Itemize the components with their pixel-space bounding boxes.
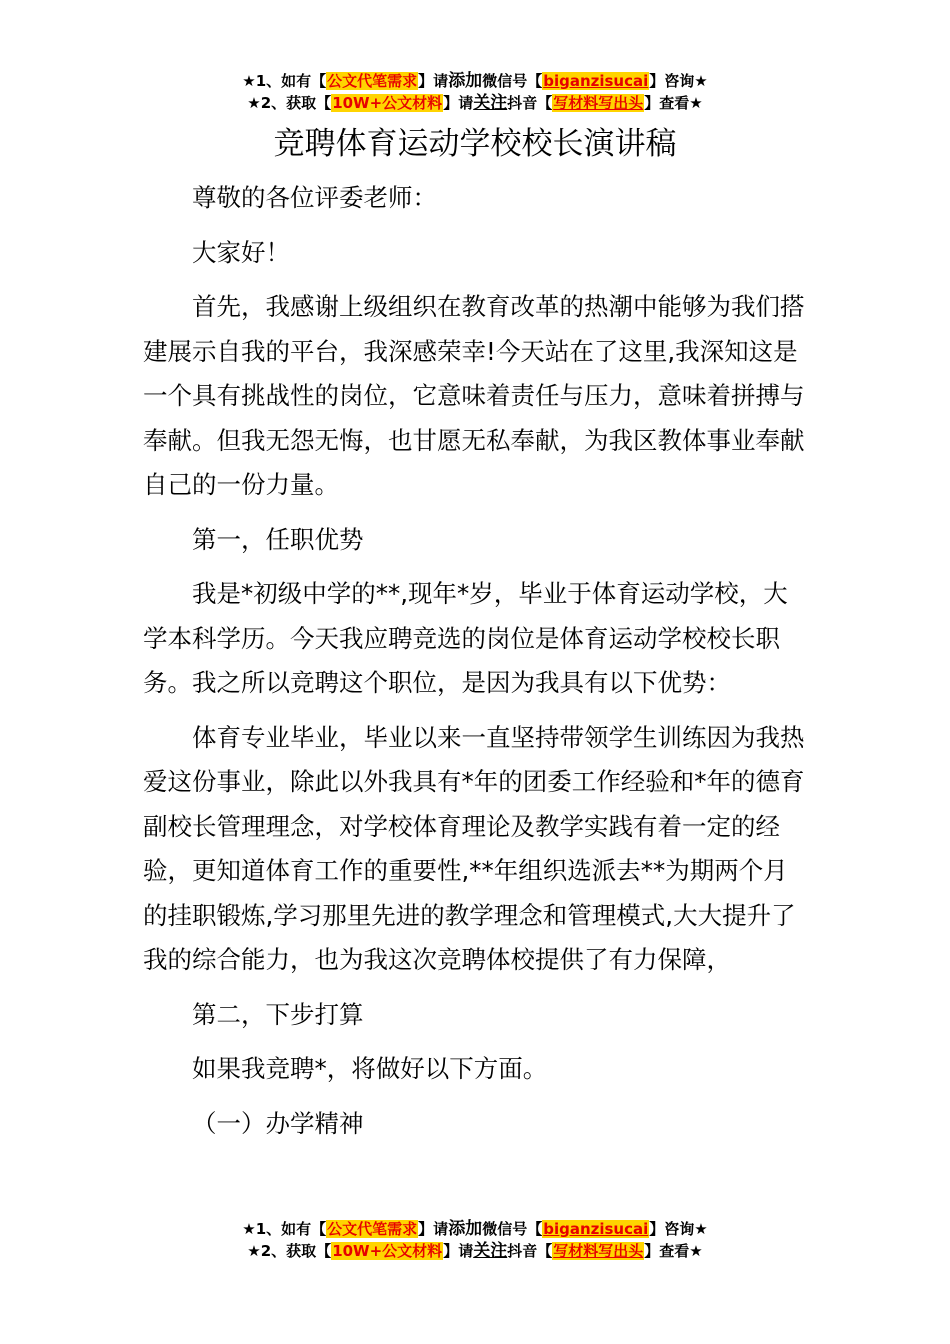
banner-highlight-douyin: 写材料写出头	[553, 1242, 644, 1260]
paragraph-salutation: 尊敬的各位评委老师：	[192, 183, 437, 212]
banner-highlight-douyin: 写材料写出头	[553, 94, 644, 112]
banner-text: 】请	[418, 1220, 449, 1238]
banner-text: 】查看★	[644, 1242, 703, 1260]
banner-text: 微信号【	[482, 72, 543, 90]
banner-text: 抖音【	[507, 94, 553, 112]
banner-text: 】咨询★	[649, 1220, 708, 1238]
banner-text: 】查看★	[644, 94, 703, 112]
header-banner	[0, 70, 950, 114]
banner-emphasis: 关注	[473, 1241, 508, 1261]
banner-highlight-materials: 10W+公文材料	[332, 94, 443, 112]
banner-highlight-wechat: biganzisucai	[543, 1220, 649, 1238]
banner-emphasis: 添加	[448, 1219, 483, 1239]
banner-highlight-materials: 10W+公文材料	[332, 1242, 443, 1260]
paragraph-advantages: 体育专业毕业，毕业以来一直坚持带领学生训练因为我热爱这份事业，除此以外我具有*年的团委工作经验和*年的德育副校长管理理念，对学校体育理论及教学实践有着一定的经验，更知道体育工作的重要性,**年组织选派去**为期两个月的挂职锻炼,学习那里先进的教学理念和管理模式,大大提升了我的综合能力，也为我这次竞聘体校提供了有力保障，	[143, 722, 805, 974]
banner-text: 微信号【	[482, 1220, 543, 1238]
paragraph-greeting: 大家好！	[192, 237, 290, 267]
header-banner-line-1	[0, 70, 950, 92]
banner-highlight-wechat: biganzisucai	[543, 72, 649, 90]
document-title: 竞聘体育运动学校校长演讲稿	[273, 126, 677, 162]
footer-banner-line-2	[0, 1240, 950, 1262]
section-heading-2: 第二，下步打算	[192, 999, 364, 1029]
footer-banner-line-1	[0, 1218, 950, 1240]
paragraph-intro: 首先，我感谢上级组织在教育改革的热潮中能够为我们搭建展示自我的平台，我深感荣幸!今天站在了这里,我深知这是一个具有挑战性的岗位，它意味着责任与压力，意味着拼搏与奉献。但我无怨无悔，也甘愿无私奉献，为我区教体事业奉献自己的一份力量。	[143, 292, 805, 499]
banner-highlight-service: 公文代笔需求	[327, 1220, 418, 1238]
banner-text: ★1、如有【	[242, 1220, 327, 1238]
banner-text: 】咨询★	[649, 72, 708, 90]
banner-text: ★2、获取【	[247, 1242, 332, 1260]
footer-banner	[0, 1218, 950, 1262]
banner-text: 】请	[443, 1242, 474, 1260]
document-body	[143, 176, 809, 1146]
banner-highlight-service: 公文代笔需求	[327, 72, 418, 90]
paragraph-plan: 如果我竞聘*，将做好以下方面。	[192, 1054, 548, 1083]
banner-text: 抖音【	[507, 1242, 553, 1260]
paragraph-background: 我是*初级中学的**,现年*岁，毕业于体育运动学校，大学本科学历。今天我应聘竞选的岗位是体育运动学校校长职务。我之所以竞聘这个职位，是因为我具有以下优势：	[143, 579, 788, 697]
banner-emphasis: 关注	[473, 93, 508, 113]
banner-text: ★2、获取【	[247, 94, 332, 112]
subsection-heading-1: （一）办学精神	[192, 1108, 364, 1138]
banner-text: ★1、如有【	[242, 72, 327, 90]
banner-text: 】请	[443, 94, 474, 112]
header-banner-line-2	[0, 92, 950, 114]
section-heading-1: 第一，任职优势	[192, 524, 364, 554]
banner-emphasis: 添加	[448, 71, 483, 91]
banner-text: 】请	[418, 72, 449, 90]
